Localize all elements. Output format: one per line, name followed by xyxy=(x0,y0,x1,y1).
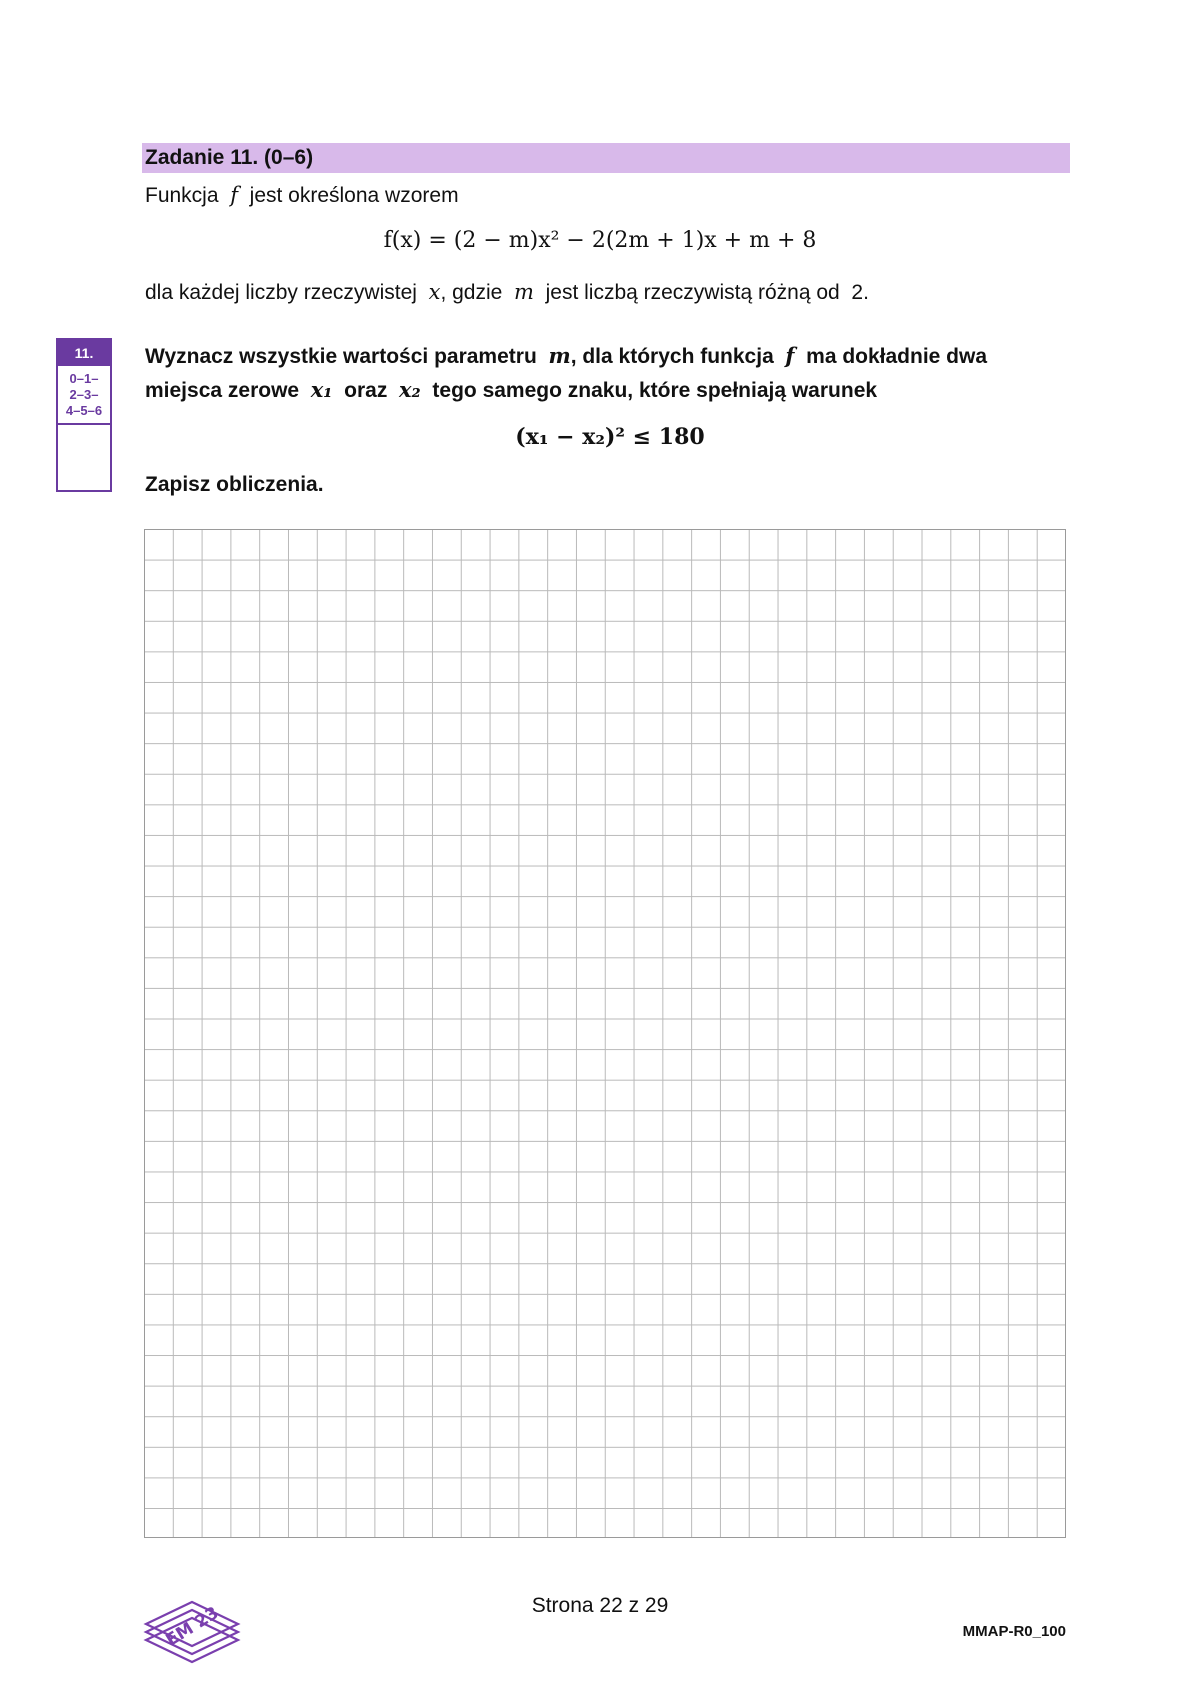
score-points-line1: 0–1– xyxy=(69,371,99,386)
question-line2-a: miejsca zerowe xyxy=(145,379,300,402)
intro-after: jest określona wzorem xyxy=(249,184,459,207)
answer-grid[interactable] xyxy=(144,529,1066,1538)
question-line1-b: , dla których funkcja xyxy=(570,345,774,368)
question-var-m: m xyxy=(548,343,571,368)
task-header: Zadanie 11. (0–6) xyxy=(145,146,314,169)
question-line2-c: tego samego znaku, które spełniają warunek xyxy=(432,379,878,402)
score-points-scale xyxy=(58,367,110,425)
page-number: Strona 22 z 29 xyxy=(531,1594,669,1617)
intro-line xyxy=(145,183,459,208)
domain-value: 2. xyxy=(851,281,869,304)
document-code: MMAP-R0_100 xyxy=(962,1623,1066,1640)
score-box xyxy=(56,338,112,492)
intro-var-f: f xyxy=(230,183,238,207)
score-task-number: 11. xyxy=(58,340,110,366)
domain-var-x: x xyxy=(428,280,441,304)
score-points-line2: 2–3– xyxy=(69,387,99,402)
score-points-line3: 4–5–6 xyxy=(65,403,103,418)
condition-formula: (x₁ − x₂)² ≤ 180 xyxy=(515,424,705,450)
intro-before: Funkcja xyxy=(145,184,219,207)
instruction: Zapisz obliczenia. xyxy=(145,473,324,496)
question-line1 xyxy=(145,343,987,369)
domain-var-m: m xyxy=(514,280,534,304)
question-var-x2: x₂ xyxy=(399,377,421,402)
domain-part3: jest liczbą rzeczywistą różną od xyxy=(545,281,840,304)
logo-text: EM 23 xyxy=(162,1602,223,1651)
question-line1-a: Wyznacz wszystkie wartości parametru xyxy=(145,345,537,368)
question-line1-c: ma dokładnie dwa xyxy=(806,345,988,368)
domain-part1: dla każdej liczby rzeczywistej xyxy=(145,281,417,304)
question-var-f: f xyxy=(785,343,795,368)
function-formula: f(x) = (2 − m)x² − 2(2m + 1)x + m + 8 xyxy=(383,228,817,253)
domain-line xyxy=(145,280,869,305)
question-line2-b: oraz xyxy=(344,379,388,402)
question-line2 xyxy=(145,377,877,403)
domain-part2: , gdzie xyxy=(440,281,503,304)
question-var-x1: x₁ xyxy=(310,377,333,402)
